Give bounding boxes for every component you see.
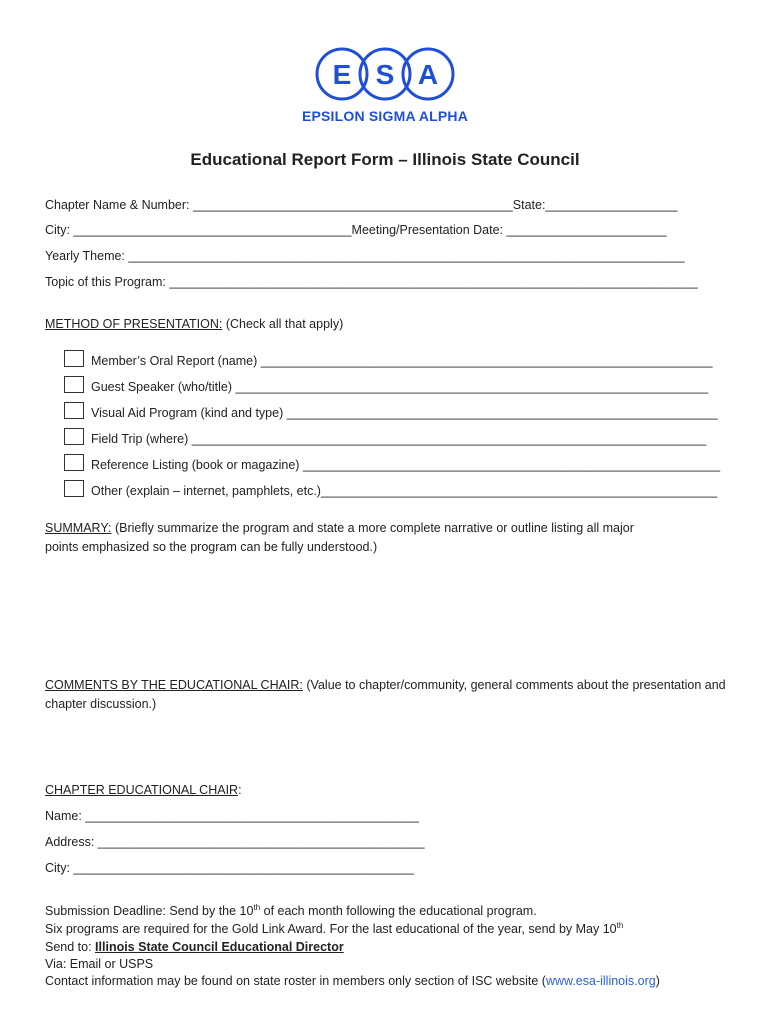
- method-note: (Check all that apply): [225, 317, 344, 331]
- chair-name-field[interactable]: Name: ________________________________________________: [45, 809, 419, 823]
- checkbox-reference-listing[interactable]: [64, 454, 84, 471]
- logo-letter-a: A: [417, 59, 439, 90]
- send-to-label: Send to:: [45, 940, 96, 954]
- chair-section: [45, 784, 242, 797]
- page-title: Educational Report Form – Illinois State Council: [190, 150, 580, 169]
- topic-field[interactable]: Topic of this Program: ____________________________________________________________________________: [45, 275, 698, 289]
- gold-link-sup: th: [616, 920, 624, 930]
- summary-text-area[interactable]: [45, 560, 725, 670]
- summary-section: [45, 522, 634, 535]
- comments-line1: (Value to chapter/community, general comments about the presentation and: [306, 678, 726, 692]
- logo-letter-e: E: [332, 59, 352, 90]
- comments-heading: COMMENTS BY THE EDUCATIONAL CHAIR:: [45, 678, 303, 692]
- deadline-text-rest: of each month following the educational program.: [260, 904, 537, 918]
- chair-address-field[interactable]: Address: _______________________________________________: [45, 835, 425, 849]
- chapter-field[interactable]: Chapter Name & Number: ______________________________________________State:___________________: [45, 198, 678, 212]
- deadline-text: Submission Deadline: Send by the 10: [45, 904, 254, 918]
- summary-line2: points emphasized so the program can be fully understood.): [45, 540, 378, 554]
- yearly-theme-field[interactable]: Yearly Theme: ________________________________________________________________________________: [45, 249, 685, 263]
- checkbox-other[interactable]: [64, 480, 84, 497]
- city-meeting-field[interactable]: City: ________________________________________Meeting/Presentation Date: _______________________: [45, 223, 667, 237]
- via-method: Via: Email or USPS: [45, 957, 154, 971]
- deadline-sup: th: [253, 902, 261, 912]
- summary-heading: SUMMARY:: [45, 521, 112, 535]
- method-section: [45, 318, 343, 331]
- option-visual-aid: Visual Aid Program (kind and type) ______________________________________________________________: [91, 406, 718, 420]
- gold-link-note: [45, 920, 624, 936]
- option-guest-speaker: Guest Speaker (who/title) ____________________________________________________________________: [91, 380, 709, 394]
- contact-text-end: ): [655, 974, 660, 988]
- option-field-trip: Field Trip (where) __________________________________________________________________________: [91, 432, 707, 446]
- comments-text-area[interactable]: [45, 716, 725, 776]
- summary-line1: (Briefly summarize the program and state a more complete narrative or outline listing all major: [114, 521, 634, 535]
- logo-letter-s: S: [375, 59, 395, 90]
- method-heading: METHOD OF PRESENTATION:: [45, 317, 223, 331]
- send-to-recipient: Illinois State Council Educational Director: [95, 940, 344, 954]
- esa-rings-icon: [310, 44, 460, 104]
- comments-line2: chapter discussion.): [45, 697, 157, 711]
- contact-text: Contact information may be found on state roster in members only section of ISC website (: [45, 974, 546, 988]
- checkbox-guest-speaker[interactable]: [64, 376, 84, 393]
- chair-city-field[interactable]: City: _________________________________________________: [45, 861, 415, 875]
- esa-logo: [310, 44, 460, 104]
- option-reference-listing: Reference Listing (book or magazine) ____________________________________________________________: [91, 458, 721, 472]
- submission-deadline: [45, 902, 537, 918]
- chair-heading-colon: :: [238, 783, 242, 797]
- comments-section: [45, 679, 726, 692]
- contact-info: [45, 975, 660, 988]
- chair-heading: CHAPTER EDUCATIONAL CHAIR: [45, 783, 239, 797]
- option-other: Other (explain – internet, pamphlets, etc.)_________________________________________________________: [91, 484, 718, 498]
- option-oral-report: Member’s Oral Report (name) _________________________________________________________________: [91, 354, 713, 368]
- checkbox-visual-aid[interactable]: [64, 402, 84, 419]
- website-link[interactable]: www.esa-illinois.org: [545, 974, 656, 988]
- logo-org-name: EPSILON SIGMA ALPHA: [301, 108, 469, 124]
- checkbox-oral-report[interactable]: [64, 350, 84, 367]
- send-to: [45, 941, 344, 954]
- gold-link-text: Six programs are required for the Gold Link Award. For the last educational of the year, send by May 10: [45, 922, 617, 936]
- checkbox-field-trip[interactable]: [64, 428, 84, 445]
